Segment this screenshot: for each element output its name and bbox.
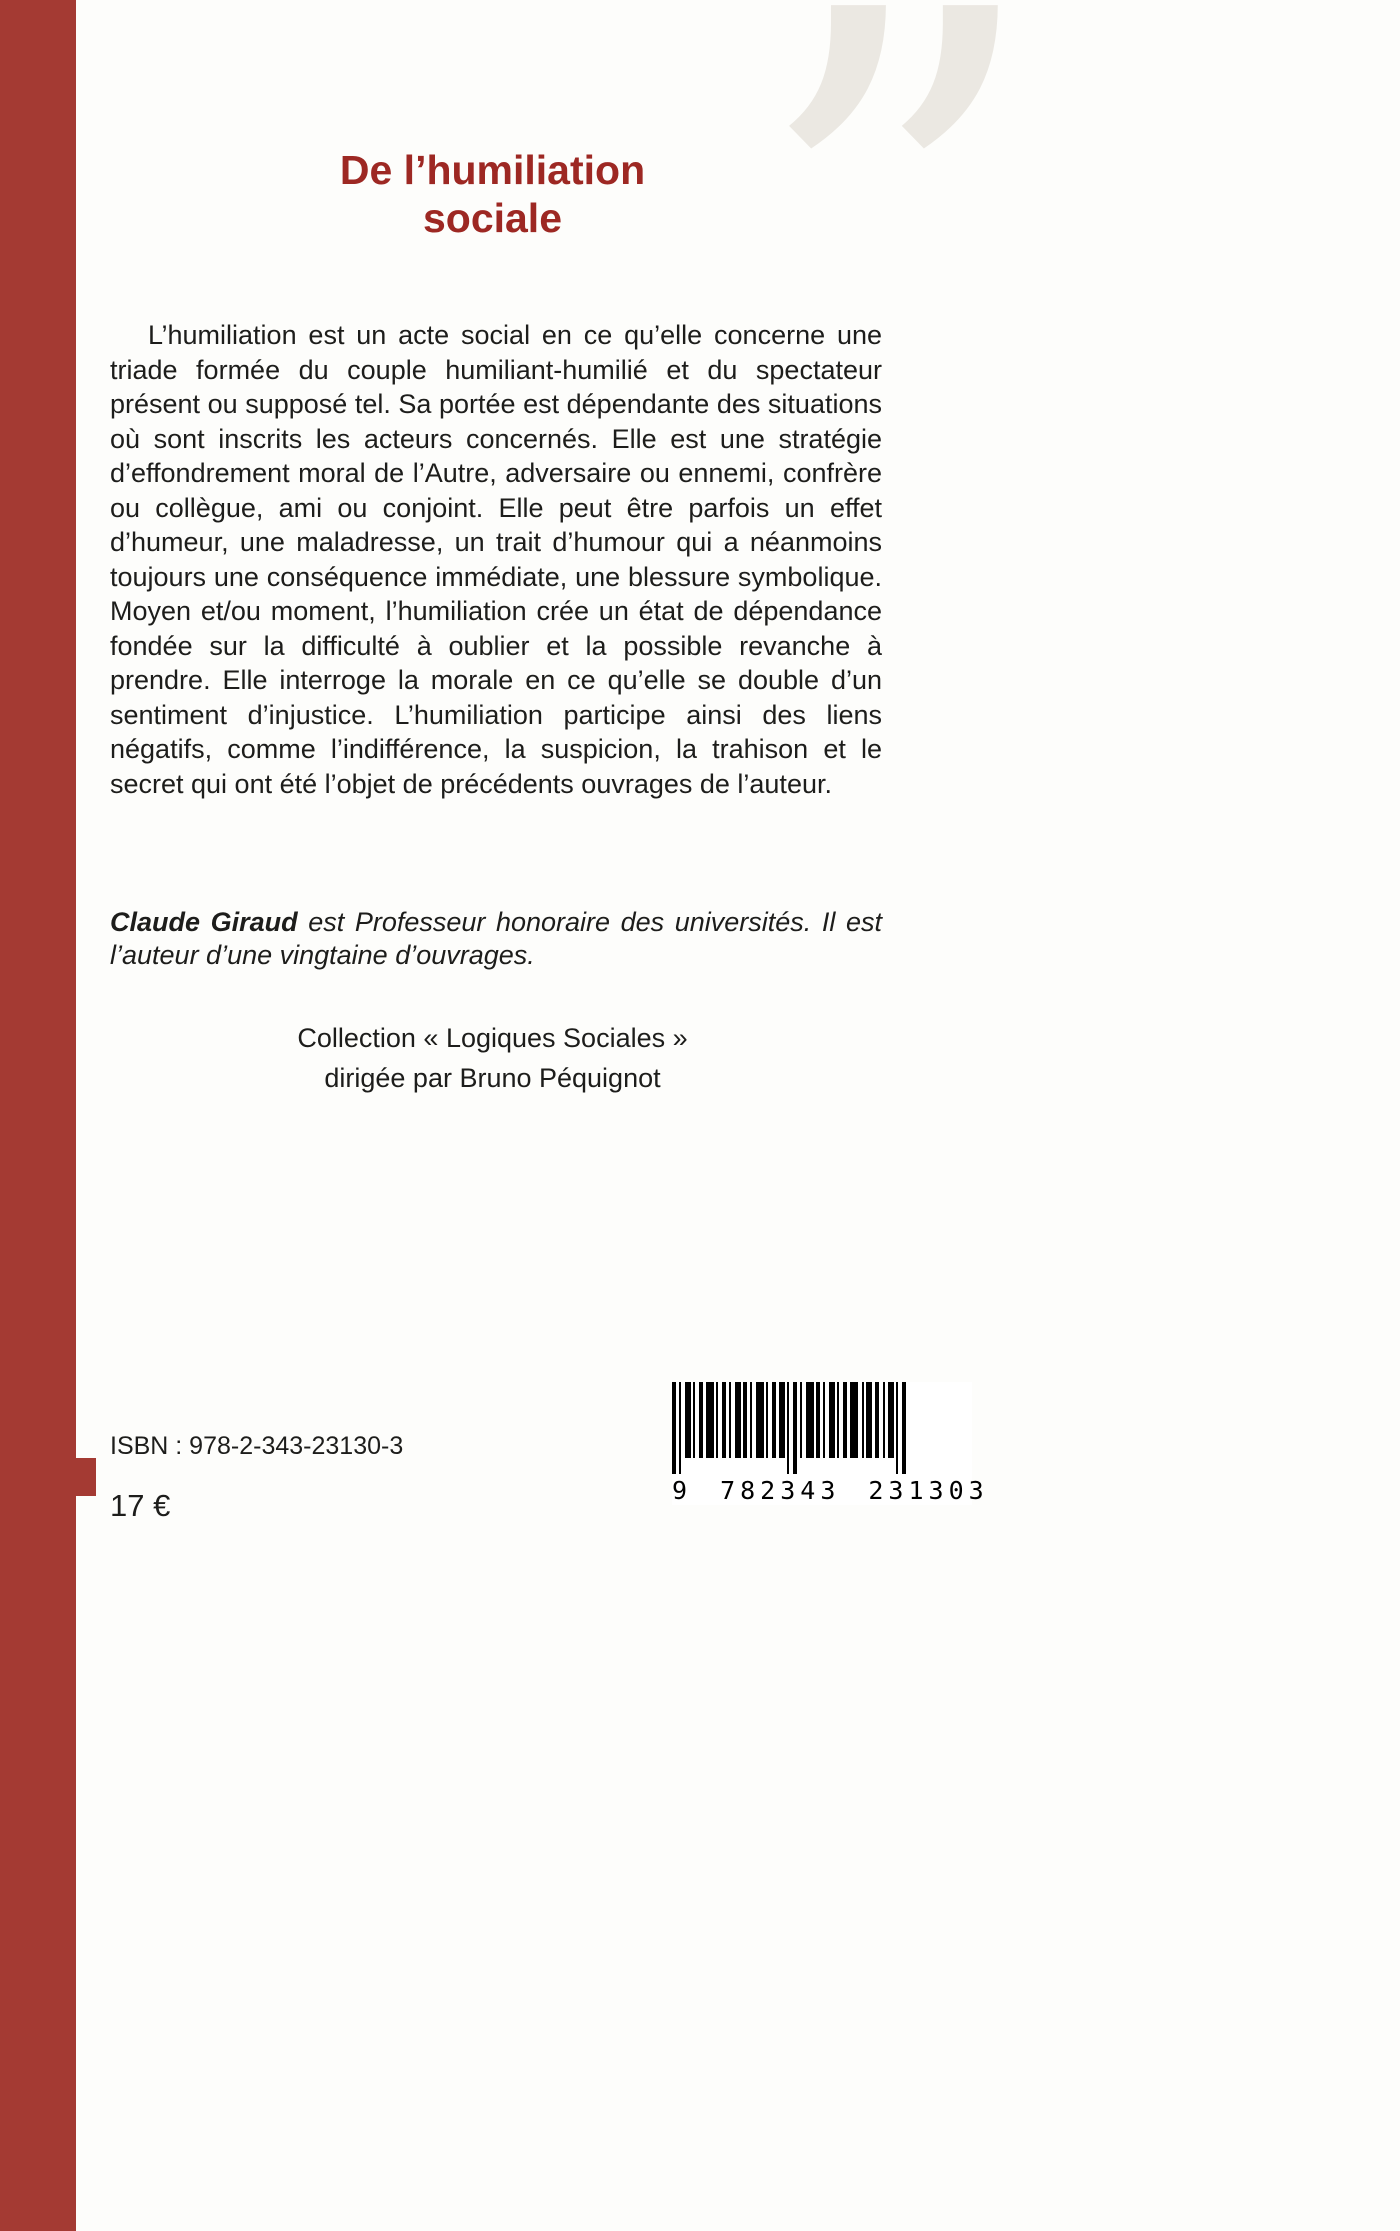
collection-block [0,1018,985,1098]
collection-line1: Collection « Logiques Sociales » [297,1023,688,1053]
collection-line2: dirigée par Bruno Péquignot [324,1063,661,1093]
ean-barcode [672,1382,989,1505]
book-title [0,146,985,242]
author-bio-text: est Professeur honoraire des universités. Il est l’auteur d’une vingtaine d’ouvrages. [110,907,882,970]
author-name: Claude Giraud [110,907,298,937]
barcode-digit-group1: 782343 [720,1476,841,1505]
synopsis-paragraph: L’humiliation est un acte social en ce qu’elle concerne une triade formée du couple humiliant-humilié et du spectateur présent ou supposé tel. Sa portée est dépendante des situations où sont inscrits les acteurs concernés. Elle est une stratégie d’effondrement moral de l’Autre, adversaire ou ennemi, confrère ou collègue, ami ou conjoint. Elle peut être parfois un effet d’humeur, une maladresse, un trait d’humour qui a néanmoins toujours une conséquence immédiate, une blessure symbolique. Moyen et/ou moment, l’humiliation crée un état de dépendance fondée sur la difficulté à oublier et la possible revanche à prendre. Elle interroge la morale en ce qu’elle se double d’un sentiment d’injustice. L’humiliation participe ainsi des liens négatifs, comme l’indifférence, la suspicion, la trahison et le secret qui ont été l’objet de précédents ouvrages de l’auteur. [110,320,882,799]
price-text: 17 € [110,1488,171,1523]
author-bio [110,906,882,972]
barcode-left-digit: 9 [672,1476,693,1505]
book-title-line1: De l’humiliation [339,147,646,193]
barcode-bars [672,1382,972,1474]
left-red-stripe [0,0,76,2231]
barcode-digit-group2: 231303 [868,1476,989,1505]
book-title-line2: sociale [422,195,563,241]
price-red-tab [0,1458,96,1496]
quote-mark-icon: ” [748,0,1045,565]
isbn-text: ISBN : 978-2-343-23130-3 [110,1432,404,1460]
barcode-digits [672,1476,989,1505]
